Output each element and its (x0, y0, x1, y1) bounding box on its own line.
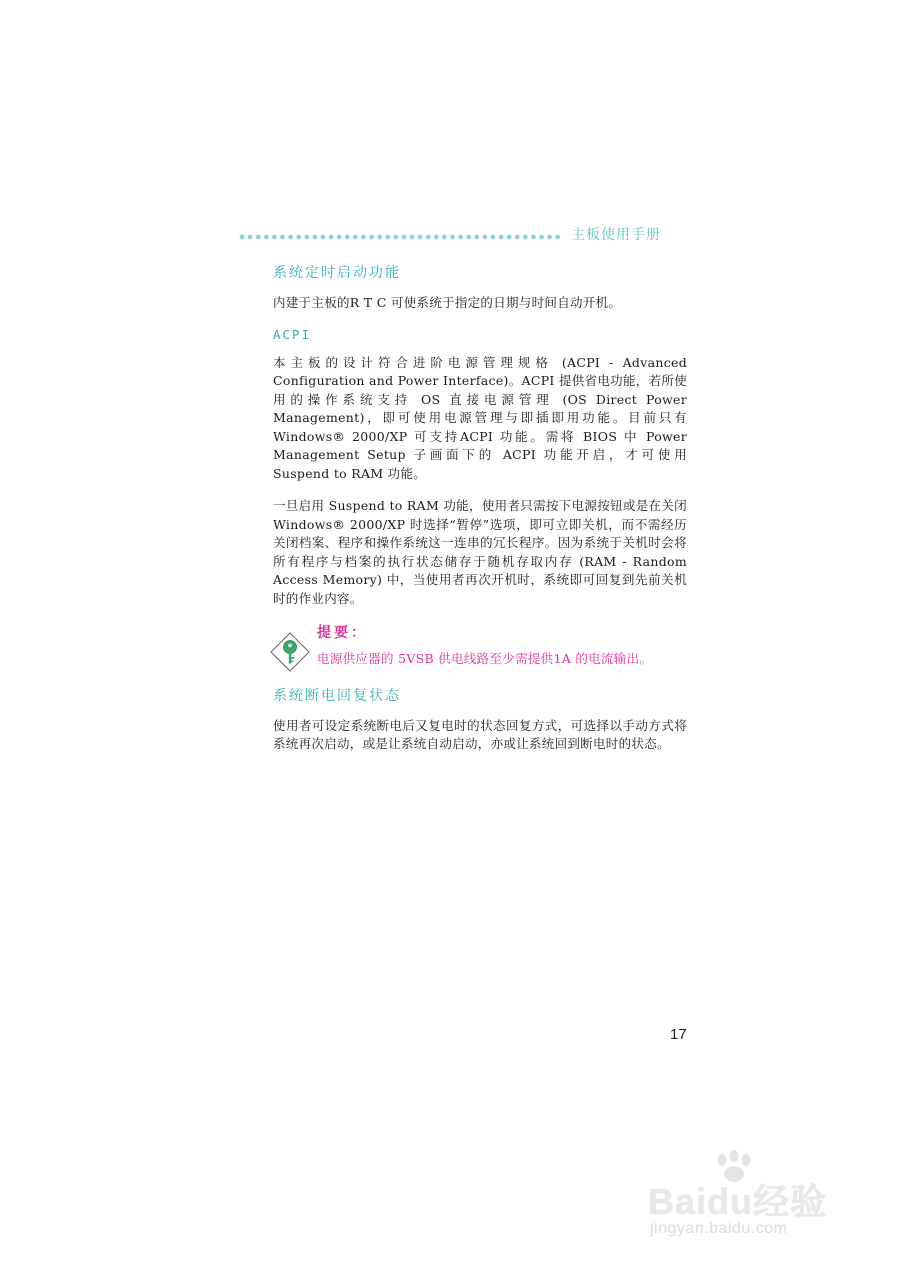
key-icon (270, 632, 310, 672)
page-content (273, 262, 687, 768)
acpi-paragraph-2: 一旦启用 Suspend to RAM 功能，使用者只需按下电源按钮或是在关闭 Windows® 2000/XP 时选择“暂停”选项，即可立即关机，而不需经历关闭档案、程序和操作系统这一连串的冗长程序。因为系统于关机时会将所有程序与档案的执行状态储存于随机存取内存 (RAM - Random Access Memory) 中，当使用者再次开机时，系统即可回复到先前关机时的作业内容。 (273, 498, 687, 606)
running-header-title: 主板使用手册 (571, 227, 661, 243)
section-heading-power-loss: 系统断电回复状态 (273, 687, 401, 704)
baidu-watermark (648, 1150, 858, 1246)
watermark-url: jingyan.baidu.com (650, 1220, 788, 1237)
acpi-paragraph-1: 本主板的设计符合进阶电源管理规格 (ACPI - Advanced Configuration and Power Interface)。ACPI 提供省电功能，若所使用的操作系统支持 OS 直接电源管理 (OS Direct Power Management)，即可使用电源管理与即插即用功能。目前只有 Windows® 2000/XP 可支持ACPI 功能。需将 BIOS 中 Power Management Setup 子画面下的 ACPI 功能开启，才可使用 Suspend to RAM 功能。 (273, 354, 687, 481)
section-heading-rtc: 系统定时启动功能 (273, 265, 401, 281)
header-dotted-rule (238, 234, 563, 240)
note-title: 提要： (317, 625, 368, 641)
page-number: 17 (670, 1026, 687, 1043)
section-heading-acpi: ACPI (273, 326, 312, 342)
rtc-paragraph: 内建于主板的R T C 可使系统于指定的日期与时间自动开机。 (273, 295, 622, 310)
watermark-logo-text: Baidu经验 (648, 1181, 828, 1222)
note-text: 电源供应器的 5VSB 供电线路至少需提供1A 的电流输出。 (317, 651, 653, 666)
note-box (273, 622, 687, 669)
power-loss-paragraph: 使用者可设定系统断电后又复电时的状态回复方式，可选择以手动方式将系统再次启动，或是让系统自动启动，亦或让系统回到断电时的状态。 (273, 717, 687, 751)
